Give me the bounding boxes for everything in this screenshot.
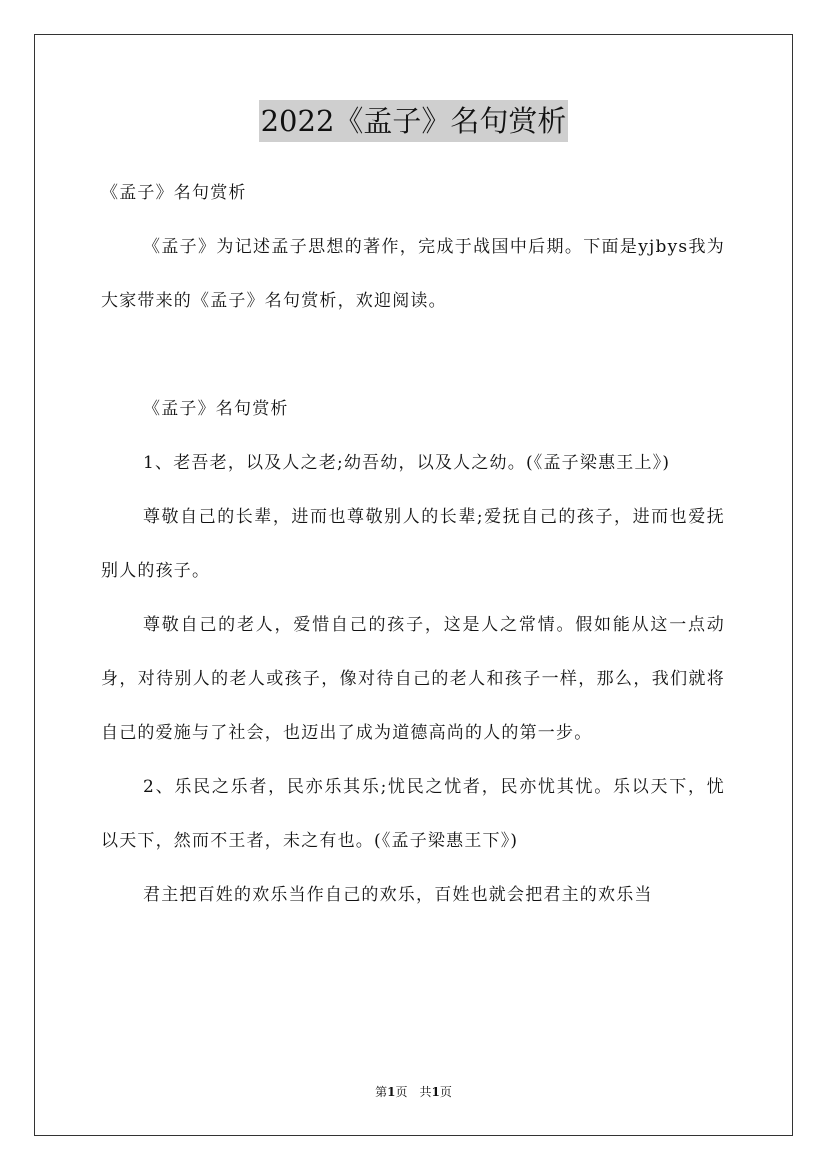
- document-body: [101, 166, 725, 922]
- title-container: [0, 100, 827, 142]
- page-current: 1: [387, 1085, 396, 1099]
- intro-paragraph: 《孟子》为记述孟子思想的著作，完成于战国中后期。下面是yjbys我为大家带来的《孟子》名句赏析，欢迎阅读。: [101, 237, 725, 311]
- quote-2-translation: 君主把百姓的欢乐当作自己的欢乐，百姓也就会把君主的欢乐当: [143, 885, 653, 905]
- quote-1: 1、老吾老，以及人之老;幼吾幼，以及人之幼。(《孟子梁惠王上》): [143, 453, 671, 473]
- quote-1-translation: 尊敬自己的长辈，进而也尊敬别人的长辈;爱抚自己的孩子，进而也爱抚别人的孩子。: [101, 507, 725, 581]
- page-prefix: 第: [375, 1085, 388, 1099]
- quote-2: 2、乐民之乐者，民亦乐其乐;忧民之忧者，民亦忧其忧。乐以天下，忧以天下，然而不王者，未之有也。(《孟子梁惠王下》): [101, 777, 725, 851]
- page-footer: [0, 1082, 827, 1102]
- section-heading: 《孟子》名句赏析: [101, 183, 247, 203]
- subsection-heading: 《孟子》名句赏析: [143, 399, 289, 419]
- document-title: 2022《孟子》名句赏析: [259, 100, 569, 142]
- quote-1-commentary: 尊敬自己的老人，爱惜自己的孩子，这是人之常情。假如能从这一点动身，对待别人的老人或孩子，像对待自己的老人和孩子一样，那么，我们就将自己的爱施与了社会，也迈出了成为道德高尚的人的第一步。: [101, 615, 725, 743]
- total-suffix: 页: [439, 1085, 452, 1099]
- total-pages: 1: [431, 1085, 440, 1099]
- page-suffix: 页: [395, 1085, 408, 1099]
- total-prefix: 共: [419, 1085, 432, 1099]
